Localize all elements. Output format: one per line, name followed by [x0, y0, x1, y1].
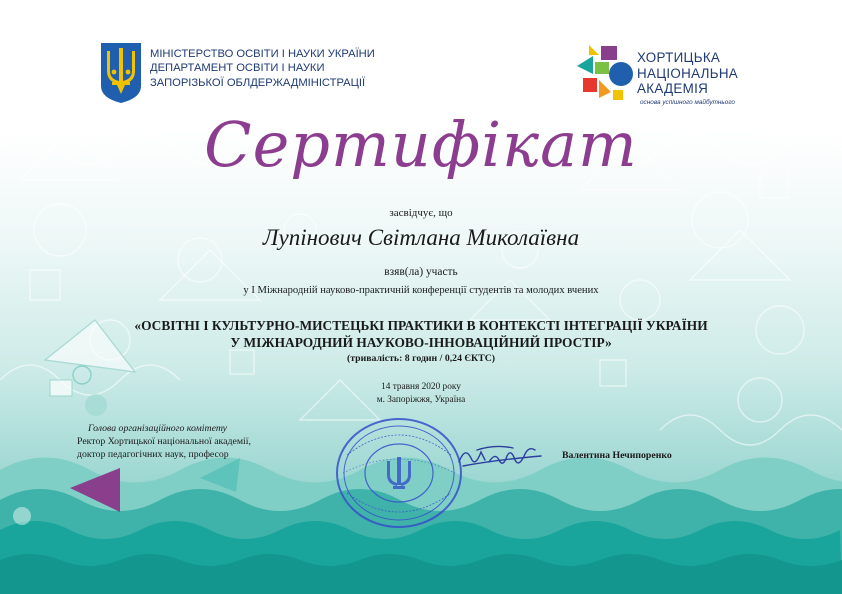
certificate-title: Сертифікат: [204, 108, 638, 181]
academy-name-line: ХОРТИЦЬКА: [637, 50, 721, 65]
ministry-line: ЗАПОРІЗЬКОЇ ОБЛДЕРЖАДМІНІСТРАЦІЇ: [150, 76, 366, 89]
topic-line-2: У МІЖНАРОДНИЙ НАУКОВО-ІННОВАЦІЙНИЙ ПРОСТІР»: [230, 335, 612, 350]
ministry-line: МІНІСТЕРСТВО ОСВІТИ І НАУКИ УКРАЇНИ: [150, 48, 375, 60]
conference-name: у І Міжнародній науково-практичній конференції студентів та молодих вчених: [243, 285, 599, 296]
ministry-line: ДЕПАРТАМЕНТ ОСВІТИ І НАУКИ: [150, 62, 325, 75]
signatory-degree: доктор педагогічних наук, професор: [77, 449, 229, 460]
recipient-name: Лупінович Світлана Миколаївна: [262, 225, 580, 250]
signatory-role: Голова організаційного комітету: [88, 423, 227, 434]
academy-name: [637, 50, 738, 97]
event-date: 14 травня 2020 року: [381, 382, 461, 392]
participation-text: взяв(ла) участь: [384, 266, 458, 278]
academy-name-line: НАЦІОНАЛЬНА: [637, 65, 739, 81]
bubble: [13, 507, 31, 525]
ministry-header: [150, 47, 375, 90]
certifies-text: засвідчує, що: [389, 207, 453, 219]
academy-logo-icon: [575, 42, 635, 106]
handwritten-signature-icon: [455, 438, 545, 474]
topic-line-1: «ОСВІТНІ І КУЛЬТУРНО-МИСТЕЦЬКІ ПРАКТИКИ В КОНТЕКСТІ ІНТЕГРАЦІЇ УКРАЇНИ: [134, 318, 708, 333]
coat-of-arms-icon: [100, 42, 142, 104]
academy-name-line: АКАДЕМІЯ: [637, 81, 709, 97]
signatory-position: Ректор Хортицької національної академії,: [77, 436, 251, 447]
academy-tagline: основа успішного майбутнього: [640, 99, 735, 106]
event-city: м. Запоріжжя, Україна: [376, 395, 466, 405]
stamp-icon: [333, 415, 465, 531]
duration-text: (тривалість: 8 годин / 0,24 ЄКТС): [346, 353, 496, 364]
signatory-name: Валентина Нечипоренко: [562, 450, 672, 461]
